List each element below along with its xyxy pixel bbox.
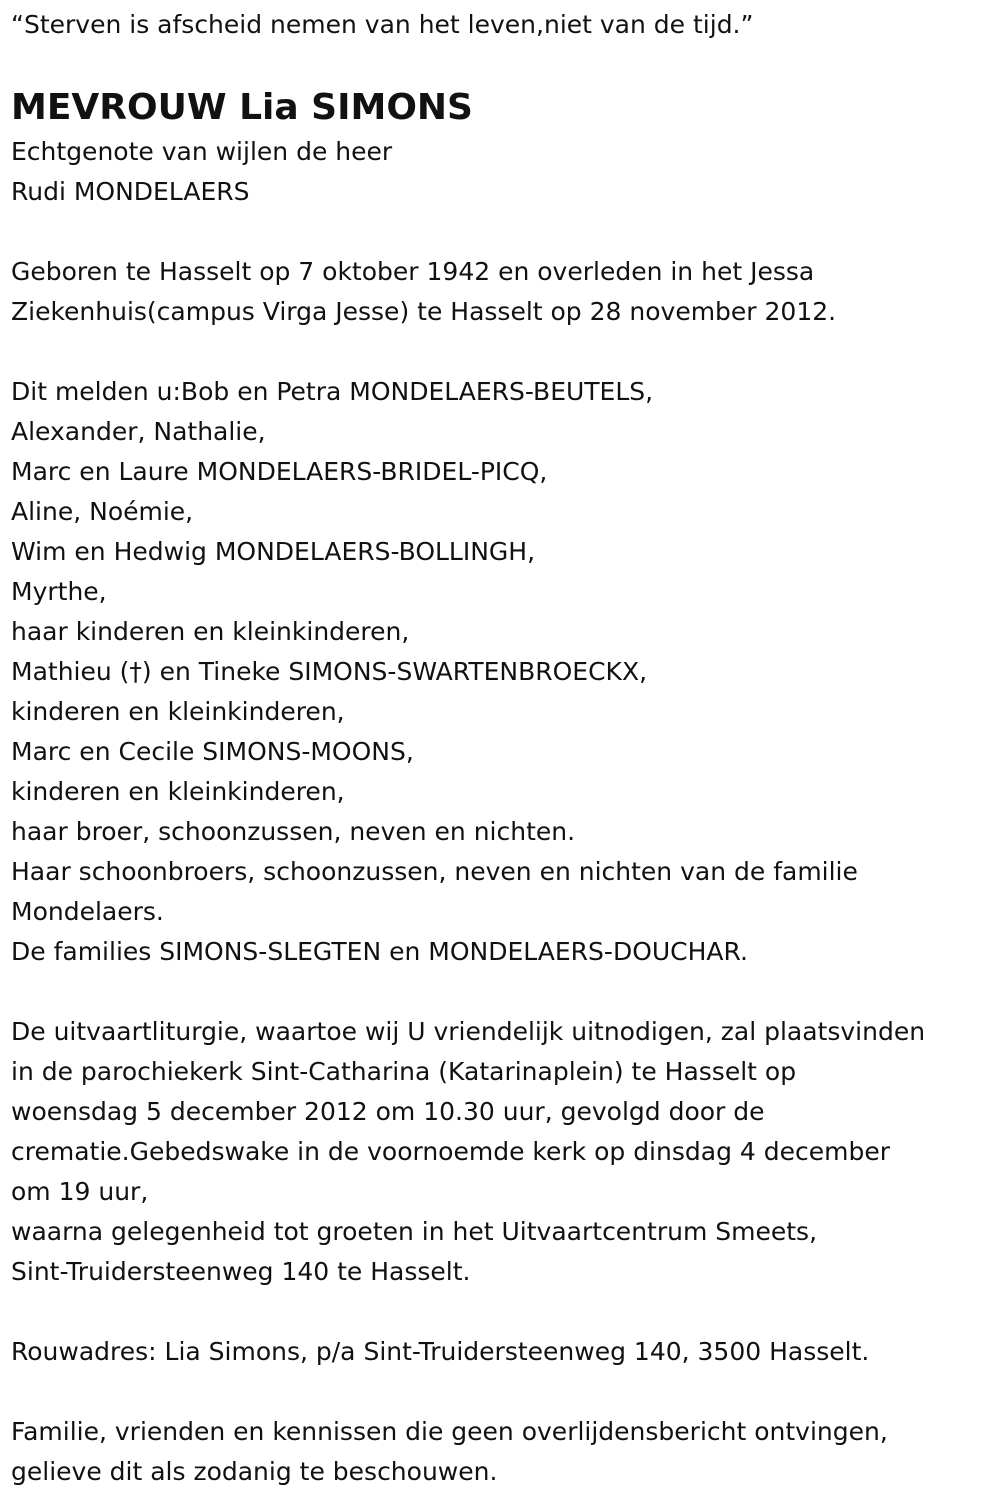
announcer-line: Alexander, Nathalie, — [11, 417, 266, 446]
funeral-line: crematie.Gebedswake in de voornoemde kerk op dinsdag 4 december — [11, 1137, 890, 1166]
closing-section — [11, 1412, 991, 1492]
announcer-line: Marc en Cecile SIMONS-MOONS, — [11, 737, 414, 766]
closing-line: gelieve dit als zodanig te beschouwen. — [11, 1457, 498, 1486]
closing-line: Familie, vrienden en kennissen die geen overlijdensbericht ontvingen, — [11, 1417, 888, 1446]
announcer-line: Wim en Hedwig MONDELAERS-BOLLINGH, — [11, 537, 536, 566]
announcer-line: Mathieu (†) en Tineke SIMONS-SWARTENBROECKX, — [11, 657, 648, 686]
birth-death-line: Ziekenhuis(campus Virga Jesse) te Hasselt op 28 november 2012. — [11, 297, 837, 326]
funeral-line: om 19 uur, — [11, 1177, 149, 1206]
funeral-line: Sint-Truidersteenweg 140 te Hasselt. — [11, 1257, 471, 1286]
announcer-line: Marc en Laure MONDELAERS-BRIDEL-PICQ, — [11, 457, 548, 486]
birth-death-section — [11, 252, 991, 332]
funeral-section — [11, 1012, 991, 1292]
announcer-line: kinderen en kleinkinderen, — [11, 777, 345, 806]
birth-death-line: Geboren te Hasselt op 7 oktober 1942 en overleden in het Jessa — [11, 257, 815, 286]
announcer-line: haar broer, schoonzussen, neven en nichten. — [11, 817, 576, 846]
section-spacer — [11, 1292, 991, 1332]
deceased-name: MEVROUW Lia SIMONS — [11, 87, 473, 128]
announcer-line: haar kinderen en kleinkinderen, — [11, 617, 410, 646]
section-spacer — [11, 212, 991, 252]
obituary-notice — [11, 0, 991, 1492]
announcer-line: De families SIMONS-SLEGTEN en MONDELAERS-DOUCHAR. — [11, 937, 748, 966]
spouse-name: Rudi MONDELAERS — [11, 177, 250, 206]
section-spacer — [11, 332, 991, 372]
funeral-line: De uitvaartliturgie, waartoe wij U vriendelijk uitnodigen, zal plaatsvinden — [11, 1017, 926, 1046]
section-spacer — [11, 1372, 991, 1412]
section-spacer — [11, 972, 991, 1012]
opening-quote: “Sterven is afscheid nemen van het leven,niet van de tijd.” — [11, 10, 754, 39]
announcer-line: Dit melden u:Bob en Petra MONDELAERS-BEUTELS, — [11, 377, 654, 406]
announcer-line: Mondelaers. — [11, 897, 164, 926]
funeral-line: waarna gelegenheid tot groeten in het Uitvaartcentrum Smeets, — [11, 1217, 818, 1246]
spouse-line: Echtgenote van wijlen de heer — [11, 137, 393, 166]
announcer-line: kinderen en kleinkinderen, — [11, 697, 345, 726]
announcer-line: Myrthe, — [11, 577, 107, 606]
spouse-section — [11, 132, 991, 212]
funeral-line: in de parochiekerk Sint-Catharina (Katarinaplein) te Hasselt op — [11, 1057, 797, 1086]
mourning-address: Rouwadres: Lia Simons, p/a Sint-Truidersteenweg 140, 3500 Hasselt. — [11, 1337, 870, 1366]
announcer-line: Aline, Noémie, — [11, 497, 194, 526]
announcer-line: Haar schoonbroers, schoonzussen, neven en nichten van de familie — [11, 857, 858, 886]
funeral-line: woensdag 5 december 2012 om 10.30 uur, gevolgd door de — [11, 1097, 765, 1126]
announcers-section — [11, 372, 991, 972]
